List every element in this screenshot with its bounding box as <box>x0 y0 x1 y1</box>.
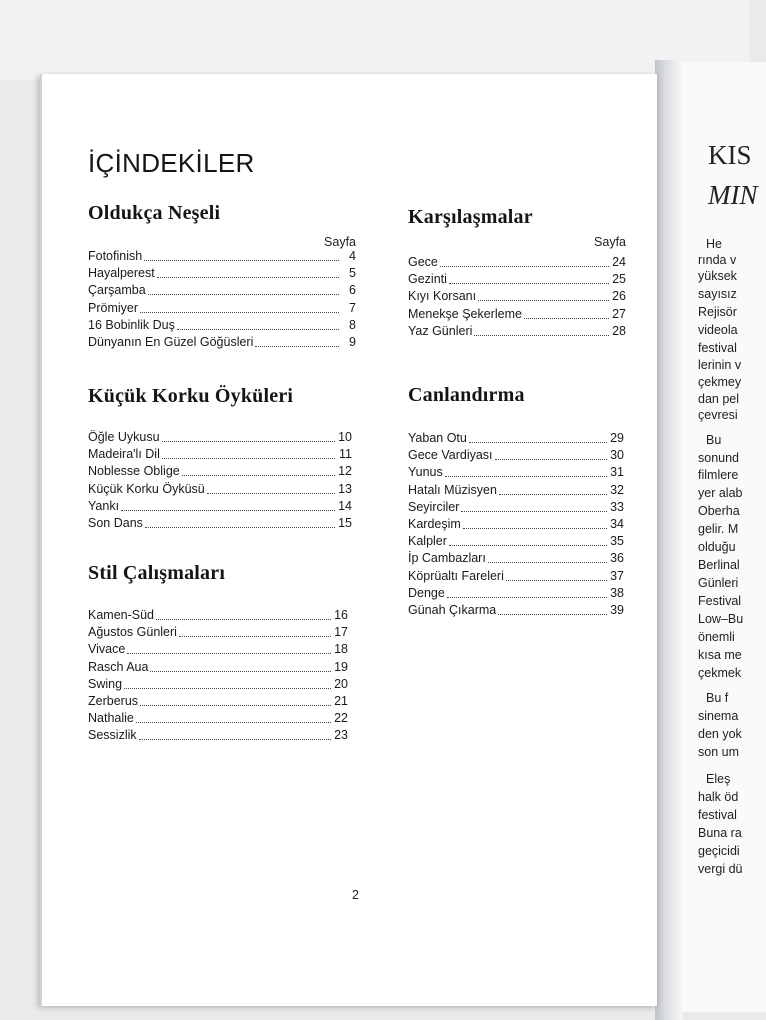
toc-entry-page: 31 <box>610 465 624 480</box>
toc-entry-title: Günah Çıkarma <box>408 603 497 617</box>
right-page-text-line: Bu f <box>706 691 729 705</box>
right-page-text-line: sinema <box>698 709 739 723</box>
toc-entry-page: 20 <box>334 676 348 691</box>
dot-leader <box>150 670 331 672</box>
dot-leader <box>179 635 331 637</box>
toc-entry-page: 19 <box>334 659 348 674</box>
right-page-text-line: gelir. M <box>698 522 739 536</box>
toc-entry-page: 29 <box>610 431 624 445</box>
dot-leader <box>499 493 607 495</box>
toc-entry-page: 12 <box>338 464 352 479</box>
toc-entry-title: Yaban Otu <box>408 431 467 445</box>
right-page-text-line: halk öd <box>698 790 739 804</box>
dot-leader <box>156 618 331 620</box>
toc-entry <box>88 282 356 299</box>
toc-entry <box>88 463 352 480</box>
toc-entry-page: 33 <box>610 499 624 514</box>
right-page-text-line: kısa me <box>698 648 742 662</box>
dot-leader <box>447 596 607 598</box>
toc-entry-title: Prömiyer <box>88 300 139 315</box>
toc-entry <box>88 641 348 658</box>
toc-entry-title: Küçük Korku Öyküsü <box>88 481 205 496</box>
toc-entry-page: 10 <box>338 430 352 444</box>
right-page-text-line: yüksek <box>698 269 737 283</box>
toc-entry <box>408 271 626 288</box>
toc-entry-page: 8 <box>349 317 356 332</box>
dot-leader <box>463 527 607 529</box>
dot-leader <box>124 687 331 689</box>
dot-leader <box>506 579 607 581</box>
toc-entry-title: Yunus <box>408 465 443 480</box>
toc-entry <box>408 482 624 499</box>
toc-entry <box>88 727 348 744</box>
right-page-text-line: yer alab <box>698 486 743 500</box>
toc-entry-title: Gece <box>408 255 438 269</box>
toc-entry-page: 27 <box>612 306 626 321</box>
right-page-text-line: rında v <box>698 253 737 267</box>
toc-entry-page: 37 <box>610 568 624 583</box>
dot-leader <box>157 276 339 278</box>
toc-entry <box>88 693 348 710</box>
toc-entry-page: 38 <box>610 585 624 600</box>
section-title: Oldukça Neşeli <box>88 202 221 224</box>
toc-entry-title: Gece Vardiyası <box>408 448 493 463</box>
toc-entry <box>88 265 356 282</box>
toc-entry <box>408 499 624 516</box>
right-page-text-line: önemli <box>698 630 735 644</box>
toc-entry-page: 16 <box>334 608 348 622</box>
toc-entry <box>88 481 352 498</box>
book-gutter <box>655 60 683 1020</box>
right-page-text-line: videola <box>698 323 738 337</box>
dot-leader <box>449 282 609 284</box>
right-page-text-line: sonund <box>698 451 740 465</box>
dot-leader <box>445 475 607 477</box>
toc-entry-title: Fotofinish <box>88 249 143 263</box>
page-column-header: Sayfa <box>324 235 356 249</box>
toc-entry-page: 35 <box>610 534 624 549</box>
toc-entry-page: 28 <box>612 323 626 338</box>
right-page-text-line: sayısız <box>698 287 737 301</box>
toc-entry-title: Yaz Günleri <box>408 323 473 338</box>
section-title: Karşılaşmalar <box>408 206 533 228</box>
toc-entry-title: Öğle Uykusu <box>88 430 160 444</box>
right-page-text-line: festival <box>698 341 737 355</box>
toc-entry-title: Kıyı Korsanı <box>408 289 477 304</box>
dot-leader <box>162 440 335 442</box>
toc-entry-page: 30 <box>610 448 624 463</box>
dot-leader <box>440 265 609 267</box>
toc-entry-title: İp Cambazları <box>408 551 486 566</box>
toc-entry-title: Madeira'lı Dil <box>88 447 160 462</box>
toc-entry-page: 15 <box>338 516 352 530</box>
right-page-title-line: MIN <box>708 180 758 210</box>
right-page-text-line: Oberha <box>698 504 740 518</box>
toc-entry-page: 11 <box>339 447 352 462</box>
dot-leader <box>140 311 339 313</box>
right-page-text-line: son um <box>698 745 739 759</box>
toc-entry <box>88 429 352 446</box>
toc-entry-page: 5 <box>349 266 356 281</box>
toc-entry <box>408 430 624 447</box>
toc-entry <box>408 288 626 305</box>
right-page <box>676 62 766 1012</box>
toc-entry-title: Sessizlik <box>88 728 137 743</box>
toc-entry-page: 17 <box>334 625 348 640</box>
toc-entry <box>408 254 626 271</box>
right-page-text-line: Günleri <box>698 576 739 590</box>
toc-entry-title: Vivace <box>88 642 126 657</box>
toc-entry-title: Denge <box>408 585 445 600</box>
dot-leader <box>498 613 607 615</box>
toc-entry-title: Dünyanın En Güzel Göğüsleri <box>88 335 254 349</box>
toc-entry-title: Swing <box>88 676 123 691</box>
right-page-text-line: olduğu <box>698 540 736 554</box>
right-page-text-line: Low–Bu <box>698 612 744 626</box>
toc-entry-title: Rasch Aua <box>88 659 149 674</box>
toc-entry <box>88 710 348 727</box>
toc-entry-title: Köprüaltı Fareleri <box>408 568 504 583</box>
dot-leader <box>449 544 607 546</box>
toc-entry-title: Kalpler <box>408 534 447 549</box>
toc-entry-title: Nathalie <box>88 711 134 726</box>
toc-entry-page: 26 <box>612 289 626 304</box>
toc-entry-page: 4 <box>349 249 356 263</box>
toc-entry <box>88 300 356 317</box>
right-page-text-line: dan pel <box>698 392 740 406</box>
toc-entry <box>408 568 624 585</box>
toc-entry <box>408 306 626 323</box>
dot-leader <box>461 510 607 512</box>
toc-entry-page: 34 <box>610 517 624 531</box>
toc-entry <box>408 550 624 567</box>
page-title: İÇİNDEKİLER <box>88 148 255 178</box>
toc-entry-page: 14 <box>338 498 352 513</box>
right-page-text-line: Buna ra <box>698 826 742 840</box>
toc-entry <box>88 607 348 624</box>
dot-leader <box>148 293 339 295</box>
toc-entry <box>88 248 356 265</box>
dot-leader <box>474 334 609 336</box>
right-page-text-line: den yok <box>698 727 742 741</box>
dot-leader <box>140 704 331 706</box>
dot-leader <box>136 721 331 723</box>
dot-leader <box>127 652 331 654</box>
dot-leader <box>121 509 335 511</box>
toc-entry-page: 21 <box>334 694 348 708</box>
toc-entry <box>88 498 352 515</box>
right-page-text-line: geçicidi <box>698 844 740 858</box>
right-page-title-line: KIS <box>708 140 752 170</box>
toc-entry-title: Çarşamba <box>88 283 146 298</box>
toc-entry-page: 24 <box>612 255 626 269</box>
toc-entry-page: 7 <box>349 300 356 315</box>
right-page-text-line: festival <box>698 808 737 822</box>
toc-entry <box>88 446 352 463</box>
dot-leader <box>255 345 339 347</box>
right-page-text-line: filmlere <box>698 468 739 482</box>
toc-entry-page: 18 <box>334 642 348 657</box>
dot-leader <box>495 458 607 460</box>
background <box>0 0 750 80</box>
toc-entry-title: Gezinti <box>408 272 447 287</box>
right-page-text-line: çevresi <box>698 408 738 422</box>
page-number: 2 <box>352 888 359 902</box>
toc-entry <box>408 533 624 550</box>
toc-entry-page: 9 <box>349 335 356 349</box>
toc-entry <box>88 334 356 351</box>
right-page-text-line: çekmek <box>698 666 742 680</box>
toc-entry-page: 6 <box>349 283 356 298</box>
toc-entry-title: Kardeşim <box>408 517 461 531</box>
dot-leader <box>139 738 331 740</box>
toc-entry-title: Noblesse Oblige <box>88 464 180 479</box>
toc-entry <box>408 602 624 619</box>
toc-entry-title: Menekşe Şekerleme <box>408 306 522 321</box>
toc-entry <box>88 659 348 676</box>
toc-entry <box>408 447 624 464</box>
dot-leader <box>144 259 339 261</box>
dot-leader <box>162 457 335 459</box>
toc-entry-title: Ağustos Günleri <box>88 625 177 640</box>
dot-leader <box>478 299 609 301</box>
dot-leader <box>488 561 607 563</box>
toc-entry-title: Son Dans <box>88 516 143 530</box>
toc-entry <box>88 676 348 693</box>
toc-entry <box>88 317 356 334</box>
toc-entry <box>408 323 626 340</box>
right-page-text-line: Eleş <box>706 772 731 786</box>
toc-entry-page: 32 <box>610 482 624 497</box>
right-page-text-line: çekmey <box>698 375 742 389</box>
dot-leader <box>524 317 609 319</box>
dot-leader <box>182 474 335 476</box>
dot-leader <box>207 492 335 494</box>
right-page-text-line: lerinin v <box>698 358 742 372</box>
dot-leader <box>469 441 607 443</box>
section-title: Stil Çalışmaları <box>88 562 226 584</box>
toc-entry <box>88 515 352 532</box>
right-page-text-line: He <box>706 237 722 251</box>
right-page-text-line: Festival <box>698 594 742 608</box>
toc-entry-page: 25 <box>612 272 626 287</box>
toc-entry-title: Hayalperest <box>88 266 155 281</box>
toc-entry-page: 36 <box>610 551 624 566</box>
toc-entry-title: 16 Bobinlik Duş <box>88 317 175 332</box>
section-title: Küçük Korku Öyküleri <box>88 385 294 407</box>
page-column-header: Sayfa <box>594 235 626 249</box>
dot-leader <box>177 328 339 330</box>
toc-entry <box>408 585 624 602</box>
right-page-text-line: Rejisör <box>698 305 737 319</box>
toc-entry-title: Yankı <box>88 498 120 513</box>
toc-entry <box>408 516 624 533</box>
toc-entry-title: Hatalı Müzisyen <box>408 482 497 497</box>
toc-entry-page: 39 <box>610 603 624 617</box>
dot-leader <box>145 526 335 528</box>
toc-entry <box>88 624 348 641</box>
right-page-text-line: vergi dü <box>698 862 743 876</box>
toc-entry-title: Seyirciler <box>408 499 460 514</box>
toc-entry-page: 23 <box>334 728 348 743</box>
toc-entry-title: Zerberus <box>88 694 139 708</box>
section-title: Canlandırma <box>408 384 525 406</box>
toc-entry-title: Kamen-Süd <box>88 608 155 622</box>
toc-entry-page: 13 <box>338 481 352 496</box>
right-page-text-line: Berlinal <box>698 558 740 572</box>
toc-entry-page: 22 <box>334 711 348 726</box>
toc-entry <box>408 464 624 481</box>
right-page-text-line: Bu <box>706 433 722 447</box>
